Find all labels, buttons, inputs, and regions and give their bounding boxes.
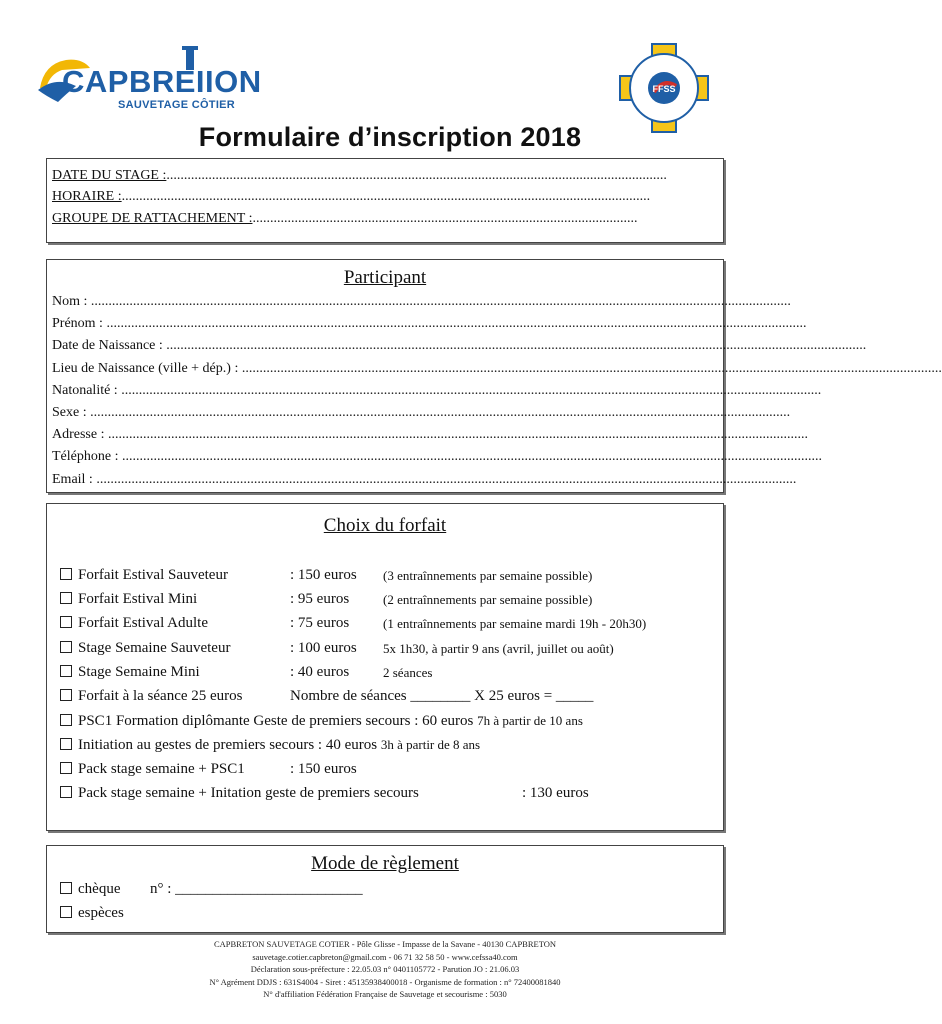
forfait-option-note: 5x 1h30, à partir 9 ans (avril, juillet ou août) — [383, 640, 614, 656]
cheque-number-field[interactable] — [150, 881, 363, 898]
seance-count-field[interactable] — [290, 688, 593, 705]
forfait-option-price: : 40 euros — [290, 663, 350, 680]
forfait-option[interactable] — [60, 664, 200, 681]
forfait-option-label: Forfait Estival Mini — [78, 591, 198, 608]
pack-initiation-option[interactable] — [60, 785, 419, 802]
footer-line: Déclaration sous-préfecture : 22.05.03 n° 0401105772 - Parution JO : 21.06.03 — [250, 964, 520, 974]
checkbox[interactable] — [60, 641, 72, 653]
pack-psc1-option[interactable] — [60, 761, 245, 778]
participant-field-label: Téléphone : — [52, 449, 119, 465]
forfait-option[interactable] — [60, 567, 228, 584]
participant-field-line[interactable]: Email : ........................................................................................................................................................................................................ — [52, 471, 797, 487]
participant-field-label: Email : — [52, 471, 93, 487]
checkbox[interactable] — [60, 786, 72, 798]
svg-text:FFSS: FFSS — [652, 84, 676, 94]
forfait-title: Choix du forfait — [323, 515, 447, 536]
checkbox[interactable] — [60, 665, 72, 677]
participant-field-label: Adresse : — [52, 427, 105, 443]
footer-line: sauvetage.cotier.capbreton@gmail.com - 06 71 32 58 50 - www.cefssa40.com — [252, 951, 518, 962]
forfait-option-price: : 150 euros — [290, 567, 357, 583]
checkbox[interactable] — [60, 906, 72, 918]
forfait-option-note: (3 entraînnements par semaine possible) — [383, 568, 593, 583]
participant-field-line[interactable]: Téléphone : ........................................................................................................................................................................................................ — [52, 449, 822, 465]
participant-field-line[interactable]: Nom : ........................................................................................................................................................................................................ — [52, 294, 791, 309]
date-stage-label: DATE DU STAGE : — [52, 168, 167, 183]
forfait-option-note: (1 entraînnements par semaine mardi 19h - 20h30) — [383, 616, 647, 632]
psc1-option[interactable] — [60, 713, 583, 730]
forfait-option[interactable] — [60, 591, 197, 608]
footer-line: CAPBRETON SAUVETAGE COTIER - Pôle Glisse - Impasse de la Savane - 40130 CAPBRETON — [213, 939, 557, 949]
participant-field-line[interactable]: Adresse : ........................................................................................................................................................................................................ — [52, 427, 808, 443]
participant-field-line[interactable]: Date de Naissance : ........................................................................................................................................................................................................ — [52, 338, 867, 354]
participant-field-label: Natonalité : — [52, 382, 118, 398]
forfait-option-label: Forfait Estival Adulte — [78, 615, 208, 632]
forfait-seance-option[interactable] — [60, 688, 243, 705]
checkbox[interactable] — [60, 592, 72, 604]
forfait-option-price: : 95 euros — [290, 591, 350, 608]
checkbox[interactable] — [60, 762, 72, 774]
checkbox[interactable] — [60, 714, 72, 726]
checkbox[interactable] — [60, 616, 72, 628]
forfait-option-label: Stage Semaine Sauveteur — [78, 639, 231, 656]
reglement-title: Mode de règlement — [311, 853, 459, 874]
groupe-label: GROUPE DE RATTACHEMENT : — [52, 211, 253, 226]
cheque-number-text: n° : _________________________ — [150, 881, 363, 897]
participant-field-line[interactable]: Natonalité : ........................................................................................................................................................................................................ — [52, 382, 822, 398]
pack1-price: : 150 euros — [290, 761, 357, 777]
footer-line: N° d'affiliation Fédération Française de Sauvetage et secourisme : 5030 — [263, 989, 507, 999]
pack2-price: : 130 euros — [522, 785, 589, 801]
forfait-option-label: Forfait Estival Sauveteur — [78, 567, 228, 583]
checkbox[interactable] — [60, 689, 72, 701]
forfait-option[interactable] — [60, 615, 208, 632]
participant-field-label: Date de Naissance : — [52, 338, 163, 354]
seance-count-text: Nombre de séances ________ X 25 euros = _____ — [290, 688, 594, 704]
participant-field-label: Nom : — [52, 294, 88, 309]
horaire-label: HORAIRE : — [52, 189, 122, 204]
cheque-option[interactable] — [60, 881, 120, 898]
forfait-option-price: : 100 euros — [290, 639, 357, 656]
logo-subtitle: SAUVETAGE CÔTIER — [118, 99, 236, 111]
groupe-line[interactable]: GROUPE DE RATTACHEMENT :.............................................................................................................. — [52, 211, 638, 226]
participant-field-label: Prénom : — [52, 316, 103, 332]
initiation-label: Initiation au gestes de premiers secours : 40 euros — [78, 737, 378, 753]
forfait-option[interactable] — [60, 640, 230, 657]
footer-line: N° Agrément DDJS : 631S4004 - Siret : 45135938400018 - Organisme de formation : n° 72400081840 — [209, 976, 561, 987]
participant-field-line[interactable]: Prénom : ........................................................................................................................................................................................................ — [52, 316, 807, 332]
initiation-option[interactable] — [60, 737, 480, 754]
initiation-note: 3h à partir de 8 ans — [380, 737, 481, 752]
especes-label: espèces — [78, 905, 124, 921]
checkbox[interactable] — [60, 738, 72, 750]
psc1-label: PSC1 Formation diplômante Geste de premiers secours : 60 euros — [78, 713, 474, 729]
participant-title: Participant — [343, 267, 427, 288]
participant-field-line[interactable]: Lieu de Naissance (ville + dép.) : ........................................................................................................................................................................................................ — [52, 360, 942, 376]
capbreton-logo — [36, 46, 262, 116]
pack1-label: Pack stage semaine + PSC1 — [78, 761, 245, 777]
participant-field-label: Sexe : — [52, 405, 87, 420]
cheque-label: chèque — [78, 881, 121, 897]
checkbox[interactable] — [60, 568, 72, 580]
checkbox[interactable] — [60, 882, 72, 894]
horaire-line[interactable]: HORAIRE :....................................................................................................................................................... — [52, 189, 651, 204]
especes-option[interactable] — [60, 905, 124, 922]
participant-field-label: Lieu de Naissance (ville + dép.) : — [52, 360, 239, 376]
ffss-badge-logo — [618, 42, 710, 134]
psc1-note: 7h à partir de 10 ans — [477, 713, 583, 728]
participant-field-line[interactable]: Sexe : ........................................................................................................................................................................................................ — [52, 405, 791, 420]
logo-wordmark: CAPBREIION — [62, 64, 262, 99]
forfait-option-note: (2 entraînnements par semaine possible) — [383, 592, 593, 608]
footer — [0, 938, 770, 1001]
forfait-option-price: : 75 euros — [290, 615, 350, 632]
forfait-option-note: 2 séances — [383, 664, 433, 680]
pack2-label: Pack stage semaine + Initation geste de premiers secours — [78, 785, 419, 801]
forfait-option-label: Stage Semaine Mini — [78, 663, 200, 680]
page-title: Formulaire d’inscription 2018 — [198, 122, 582, 152]
seance-label: Forfait à la séance 25 euros — [78, 688, 243, 704]
date-stage-line[interactable]: DATE DU STAGE :............................................................................................................................................... — [52, 168, 667, 183]
